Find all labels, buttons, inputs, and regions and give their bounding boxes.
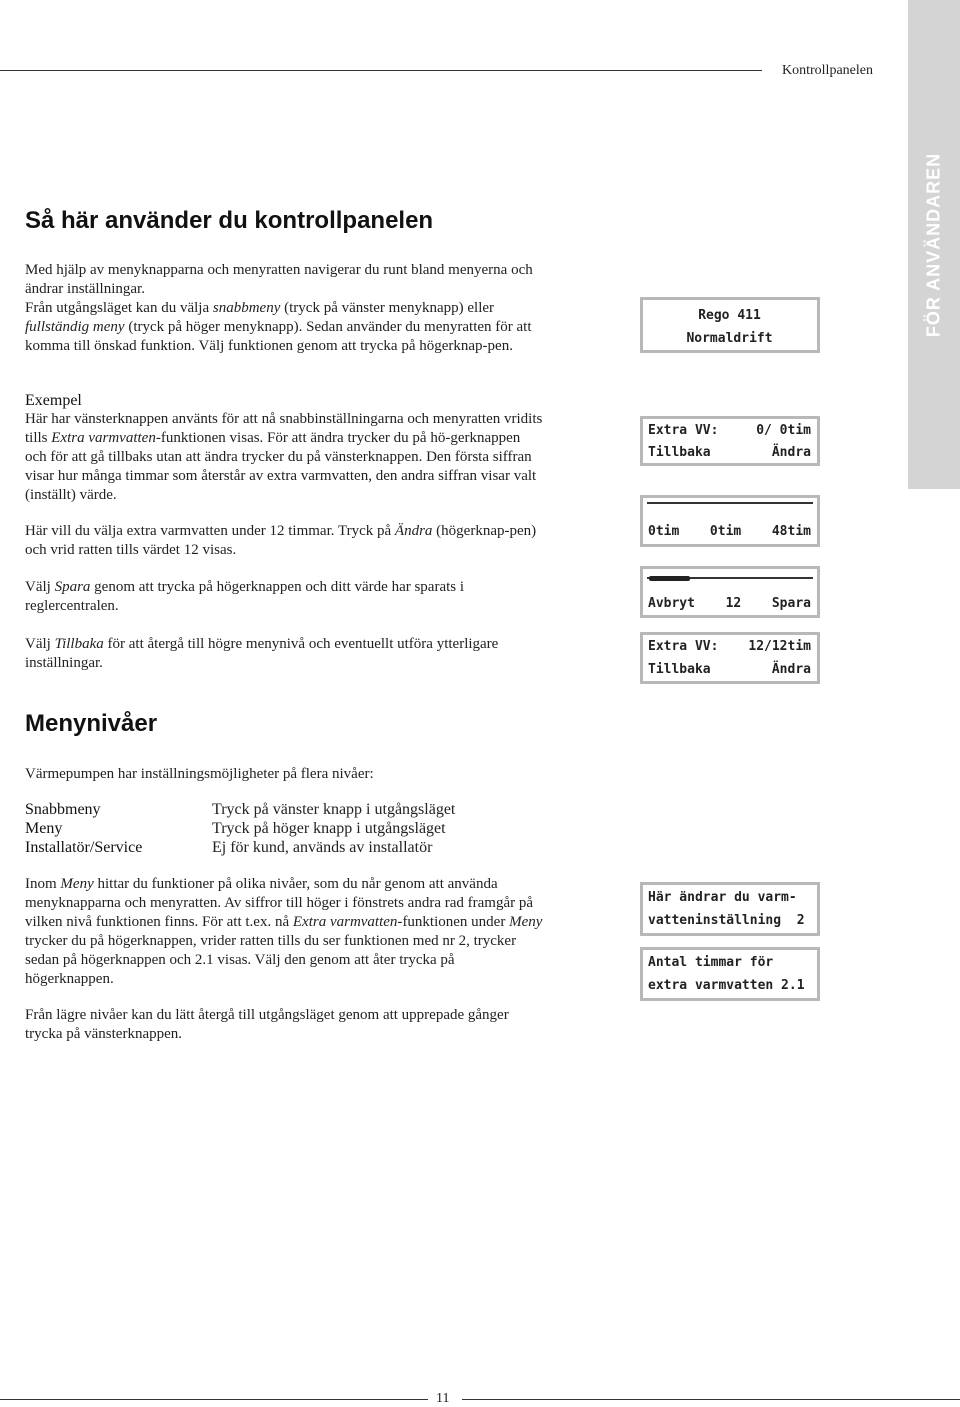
display-value: 0/ 0tim (756, 423, 811, 438)
display-line: Antal timmar för (648, 955, 774, 970)
display-right-action: Spara (771, 596, 811, 611)
display-label: Extra VV: (648, 423, 719, 438)
footer-rule-right (462, 1399, 960, 1400)
display-value: 48tim (771, 524, 811, 539)
example-heading: Exempel (25, 392, 82, 409)
intro-text-1: Med hjälp av menyknapparna och menyratten navigerar du runt bland menyerna och ändrar inställningar. (25, 262, 533, 297)
display-progress-fill (649, 576, 690, 581)
paragraph-tillbaka: Välj Tillbaka för att återgå till högre menynivå och eventuellt utföra ytterligare inställningar. (25, 636, 499, 671)
display-extra-vv-initial (640, 416, 820, 466)
display-line: Här ändrar du varm- (648, 890, 797, 905)
menu-level-name: Meny (25, 820, 63, 837)
display-line: vatteninställning 2 (648, 913, 805, 928)
display-value: 12 (725, 596, 742, 611)
display-value: 0tim (648, 524, 680, 539)
menu-level-row (25, 838, 455, 857)
display-left-action: Tillbaka (648, 662, 711, 677)
menu-level-desc: Tryck på höger knapp i utgångsläget (212, 820, 446, 837)
display-save-value (640, 566, 820, 618)
display-right-action: Ändra (771, 445, 811, 460)
display-line: Rego 411 (698, 308, 761, 323)
header-rule (0, 70, 762, 71)
display-label: Extra VV: (648, 639, 719, 654)
paragraph-spara: Välj Spara genom att trycka på högerknappen och ditt värde har sparats i reglercentralen. (25, 579, 465, 614)
display-left-action: Tillbaka (648, 445, 711, 460)
display-value: 0tim (709, 524, 742, 539)
display-line: Normaldrift (686, 331, 773, 346)
page-number: 11 (436, 1391, 450, 1406)
paragraph-return: Från lägre nivåer kan du lätt återgå till utgångsläget genom att upprepade gånger trycka på vänsterknappen. (25, 1007, 509, 1042)
menu-level-desc: Tryck på vänster knapp i utgångsläget (212, 801, 456, 818)
display-value: 12/12tim (748, 639, 811, 654)
section-title-kontrollpanelen: Så här använder du kontrollpanelen (25, 207, 434, 234)
intro-text-2: Från utgångsläget kan du välja snabbmeny (tryck på vänster menyknapp) eller fullständig meny (tryck på höger menyknapp). Sedan använder du menyratten för att komma till önskad funktion. Välj funktionen genom att trycka på högerknap-pen. (25, 300, 532, 354)
display-scale-line (647, 502, 813, 504)
display-menu-level-2 (640, 882, 820, 936)
display-normaldrift (640, 297, 820, 353)
display-line: extra varmvatten 2.1 (648, 978, 805, 993)
menu-levels-table (25, 800, 455, 857)
side-tab-label: FÖR ANVÄNDAREN (923, 152, 944, 338)
section-title-menynivaer: Menynivåer (25, 710, 158, 737)
display-extra-vv-set (640, 632, 820, 684)
paragraph-inom-meny: Inom Meny hittar du funktioner på olika nivåer, som du når genom att använda menyknapparna och menyratten. Av siffror till höger i fönstrets andra rad framgår på vilken nivå funktionen finns. För att t.ex. nå Extra varmvatten-funktionen under Meny trycker du på högerknappen, vrider ratten tills du ser funktionen med nr 2, trycker sedan på högerknappen och 2.1 visas. Välj den genom att åter trycka på högerknappen. (25, 876, 543, 987)
paragraph-12-hours: Här vill du välja extra varmvatten under 12 timmar. Tryck på Ändra (högerknap-pen) och vrid ratten tills värdet 12 visas. (25, 523, 537, 558)
menu-level-name: Snabbmeny (25, 801, 101, 818)
display-menu-level-2-1 (640, 947, 820, 1001)
menu-level-row (25, 800, 455, 819)
display-right-action: Ändra (771, 662, 811, 677)
menu-level-desc: Ej för kund, används av installatör (212, 839, 433, 856)
menu-level-name: Installatör/Service (25, 839, 143, 856)
display-left-action: Avbryt (648, 596, 695, 611)
side-tab (908, 0, 960, 489)
intro-paragraph (25, 261, 545, 356)
example-paragraph (25, 391, 545, 505)
display-hours-range (640, 495, 820, 547)
running-header: Kontrollpanelen (782, 63, 873, 78)
footer-rule-left (0, 1399, 428, 1400)
menu-levels-intro: Värmepumpen har inställningsmöjligheter på flera nivåer: (25, 766, 374, 782)
example-text: Här har vänsterknappen använts för att nå snabbinställningarna och menyratten vridits tills Extra varmvatten-funktionen visas. För att ändra trycker du på hö-gerknappen och för att gå tillbaks utan att ändra trycker du på vänsterknappen. Den första siffran visar hur många timmar som återstår av extra varmvatten, den andra siffran visar valt (inställt) värde. (25, 411, 543, 503)
menu-level-row (25, 819, 455, 838)
